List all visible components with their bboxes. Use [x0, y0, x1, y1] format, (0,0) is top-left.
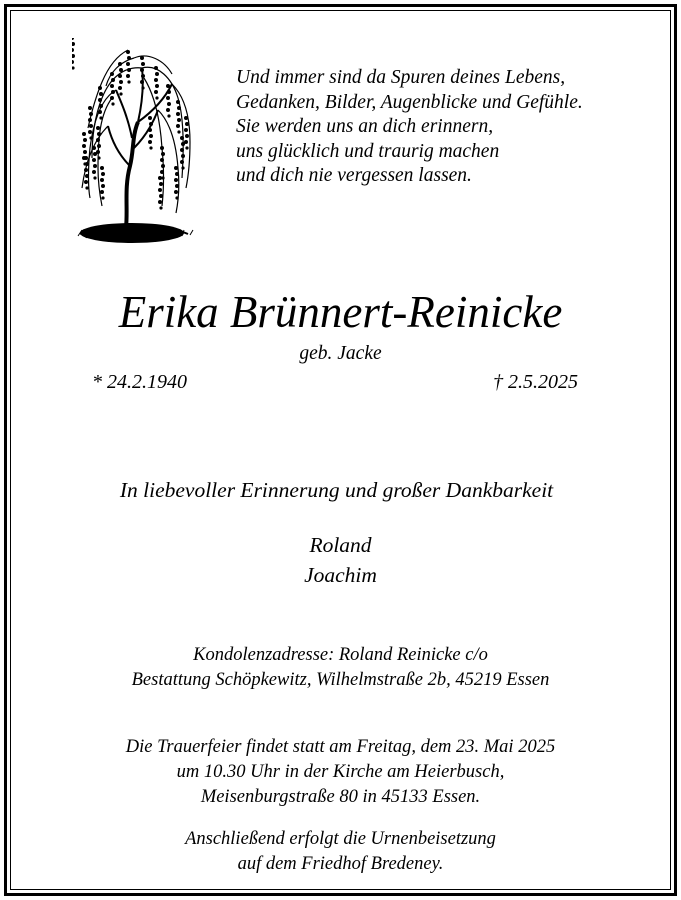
death-date: † 2.5.2025	[493, 371, 578, 393]
mourners-list	[0, 530, 681, 590]
ceremony-line: um 10.30 Uhr in der Kirche am Heierbusch,	[176, 762, 505, 782]
burial-line: Anschließend erfolgt die Urnenbeisetzung	[185, 829, 496, 849]
condolence-line: Kondolenzadresse: Roland Reinicke c/o	[193, 645, 488, 665]
poem-line: Sie werden uns an dich erinnern,	[236, 116, 494, 137]
burial-info	[0, 827, 681, 877]
burial-line: auf dem Friedhof Bredeney.	[237, 854, 444, 874]
mourner-name: Joachim	[304, 563, 377, 587]
ceremony-line: Meisenburgstraße 80 in 45133 Essen.	[200, 787, 481, 807]
birth-date: * 24.2.1940	[92, 371, 187, 393]
weeping-willow-icon	[72, 38, 196, 248]
condolence-line: Bestattung Schöpkewitz, Wilhelmstraße 2b, 45219 Essen	[131, 670, 550, 690]
ceremony-line: Die Trauerfeier findet statt am Freitag, dem 23. Mai 2025	[125, 737, 556, 757]
funeral-ceremony-info	[0, 735, 681, 810]
condolence-address	[0, 643, 681, 693]
deceased-name: Erika Brünnert-Reinicke	[118, 287, 563, 337]
poem-line: uns glücklich und traurig machen	[236, 140, 500, 162]
mourner-name: Roland	[309, 533, 372, 557]
memorial-poem	[236, 66, 583, 189]
poem-line: Und immer sind da Spuren deines Lebens,	[236, 67, 566, 88]
poem-line: und dich nie vergessen lassen.	[236, 165, 472, 186]
poem-line: Gedanken, Bilder, Augenblicke und Gefühle.	[236, 91, 583, 113]
birth-name: geb. Jacke	[299, 343, 382, 364]
dedication-text: In liebevoller Erinnerung und großer Dankbarkeit	[119, 478, 554, 502]
